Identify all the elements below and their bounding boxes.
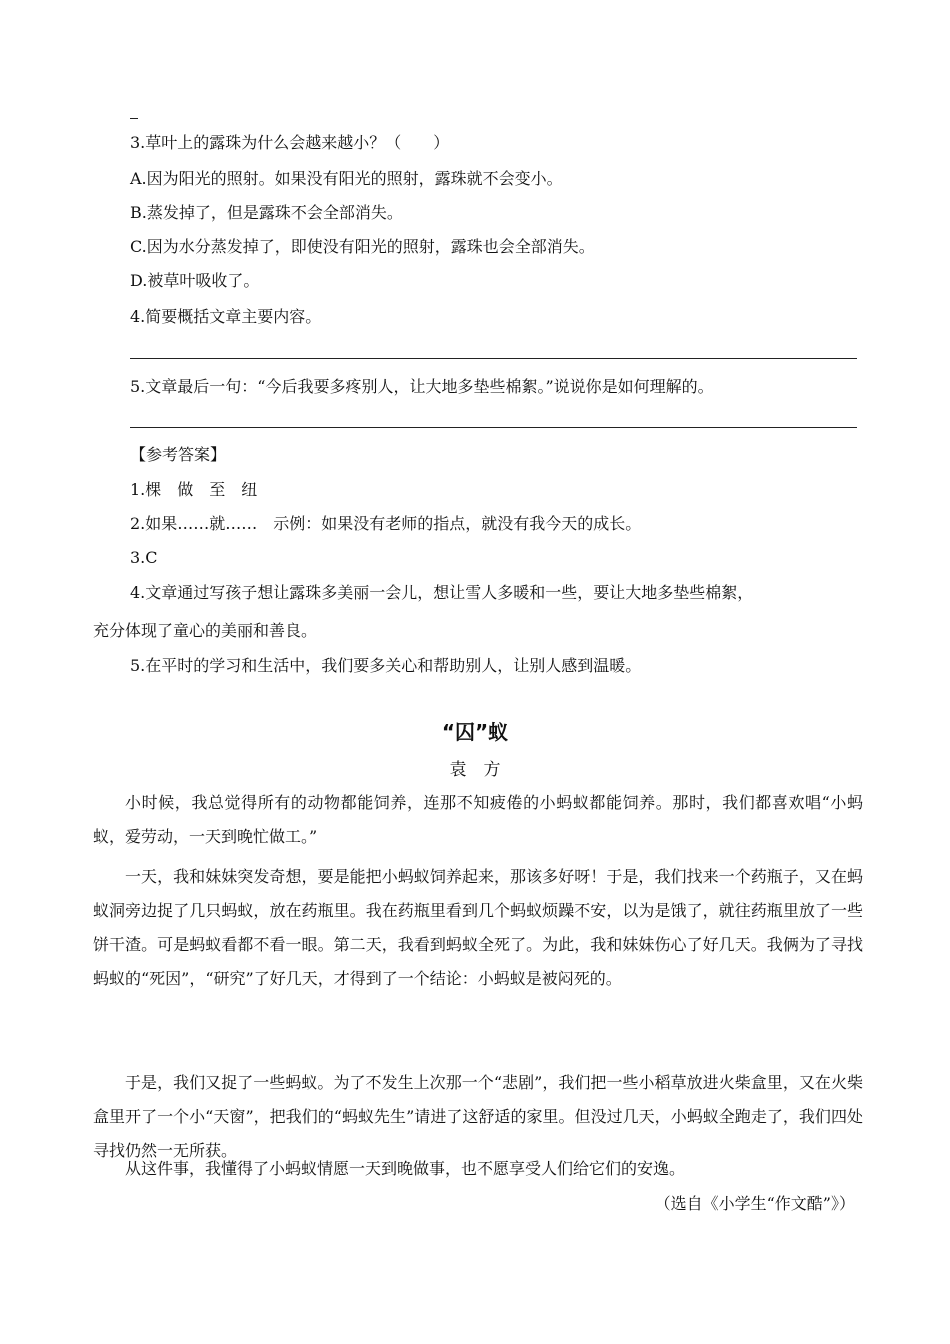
answers-heading: 【参考答案】 — [130, 445, 227, 464]
answer-2: 2.如果……就…… 示例：如果没有老师的指点，就没有我今天的成长。 — [130, 514, 642, 533]
article-paragraph-4: 从这件事，我懂得了小蚂蚁情愿一天到晚做事，也不愿享受人们给它们的安逸。 — [125, 1159, 686, 1178]
question-3-option-a: A.因为阳光的照射。如果没有阳光的照射，露珠就不会变小。 — [130, 169, 563, 188]
answer-5: 5.在平时的学习和生活中，我们要多关心和帮助别人，让别人感到温暖。 — [130, 656, 642, 675]
answer-4-line-2: 充分体现了童心的美丽和善良。 — [93, 621, 318, 640]
question-3-stem: 3.草叶上的露珠为什么会越来越小？（ ） — [130, 133, 450, 152]
question-3-option-d: D.被草叶吸收了。 — [130, 271, 260, 290]
answer-3: 3.C — [130, 548, 158, 567]
answer-1: 1.棵 做 至 纽 — [130, 480, 258, 499]
article-source: （选自《小学生“作文酷”》） — [654, 1194, 855, 1213]
answer-4-line-1: 4.文章通过写孩子想让露珠多美丽一会儿，想让雪人多暖和一些，要让大地多垫些棉絮， — [130, 583, 754, 602]
article-paragraph-2: 一天，我和妹妹突发奇想，要是能把小蚂蚁饲养起来，那该多好呀！于是，我们找来一个药瓶子，又在蚂蚁洞旁边捉了几只蚂蚁，放在药瓶里。我在药瓶里看到几个蚂蚁烦躁不安，以为是饿了，就往药瓶里放了一些饼干渣。可是蚂蚁看都不看一眼。第二天，我看到蚂蚁全死了。为此，我和妹妹伤心了好几天。我俩为了寻找蚂蚁的“死因”，“研究”了好几天，才得到了一个结论：小蚂蚁是被闷死的。 — [93, 867, 863, 988]
answer-line-q5 — [130, 427, 857, 428]
article-author: 袁 方 — [449, 760, 501, 780]
stray-dash-mark — [130, 118, 138, 119]
question-5-stem: 5.文章最后一句：“今后我要多疼别人，让大地多垫些棉絮。”说说你是如何理解的。 — [130, 377, 714, 396]
article-title: “囚”蚁 — [441, 720, 509, 744]
article-paragraph-1: 小时候，我总觉得所有的动物都能饲养，连那不知疲倦的小蚂蚁都能饲养。那时，我们都喜欢唱“小蚂蚁，爱劳动，一天到晚忙做工。” — [93, 793, 863, 846]
question-4-stem: 4.简要概括文章主要内容。 — [130, 307, 322, 326]
question-3-option-c: C.因为水分蒸发掉了，即使没有阳光的照射，露珠也会全部消失。 — [130, 237, 595, 256]
answer-line-q4 — [130, 358, 857, 359]
question-3-option-b: B.蒸发掉了，但是露珠不会全部消失。 — [130, 203, 403, 222]
article-paragraph-3: 于是，我们又捉了一些蚂蚁。为了不发生上次那一个“悲剧”，我们把一些小稻草放进火柴盒里，又在火柴盒里开了一个小“天窗”，把我们的“蚂蚁先生”请进了这舒适的家里。但没过几天，小蚂蚁全跑走了，我们四处寻找仍然一无所获。 — [93, 1073, 863, 1160]
